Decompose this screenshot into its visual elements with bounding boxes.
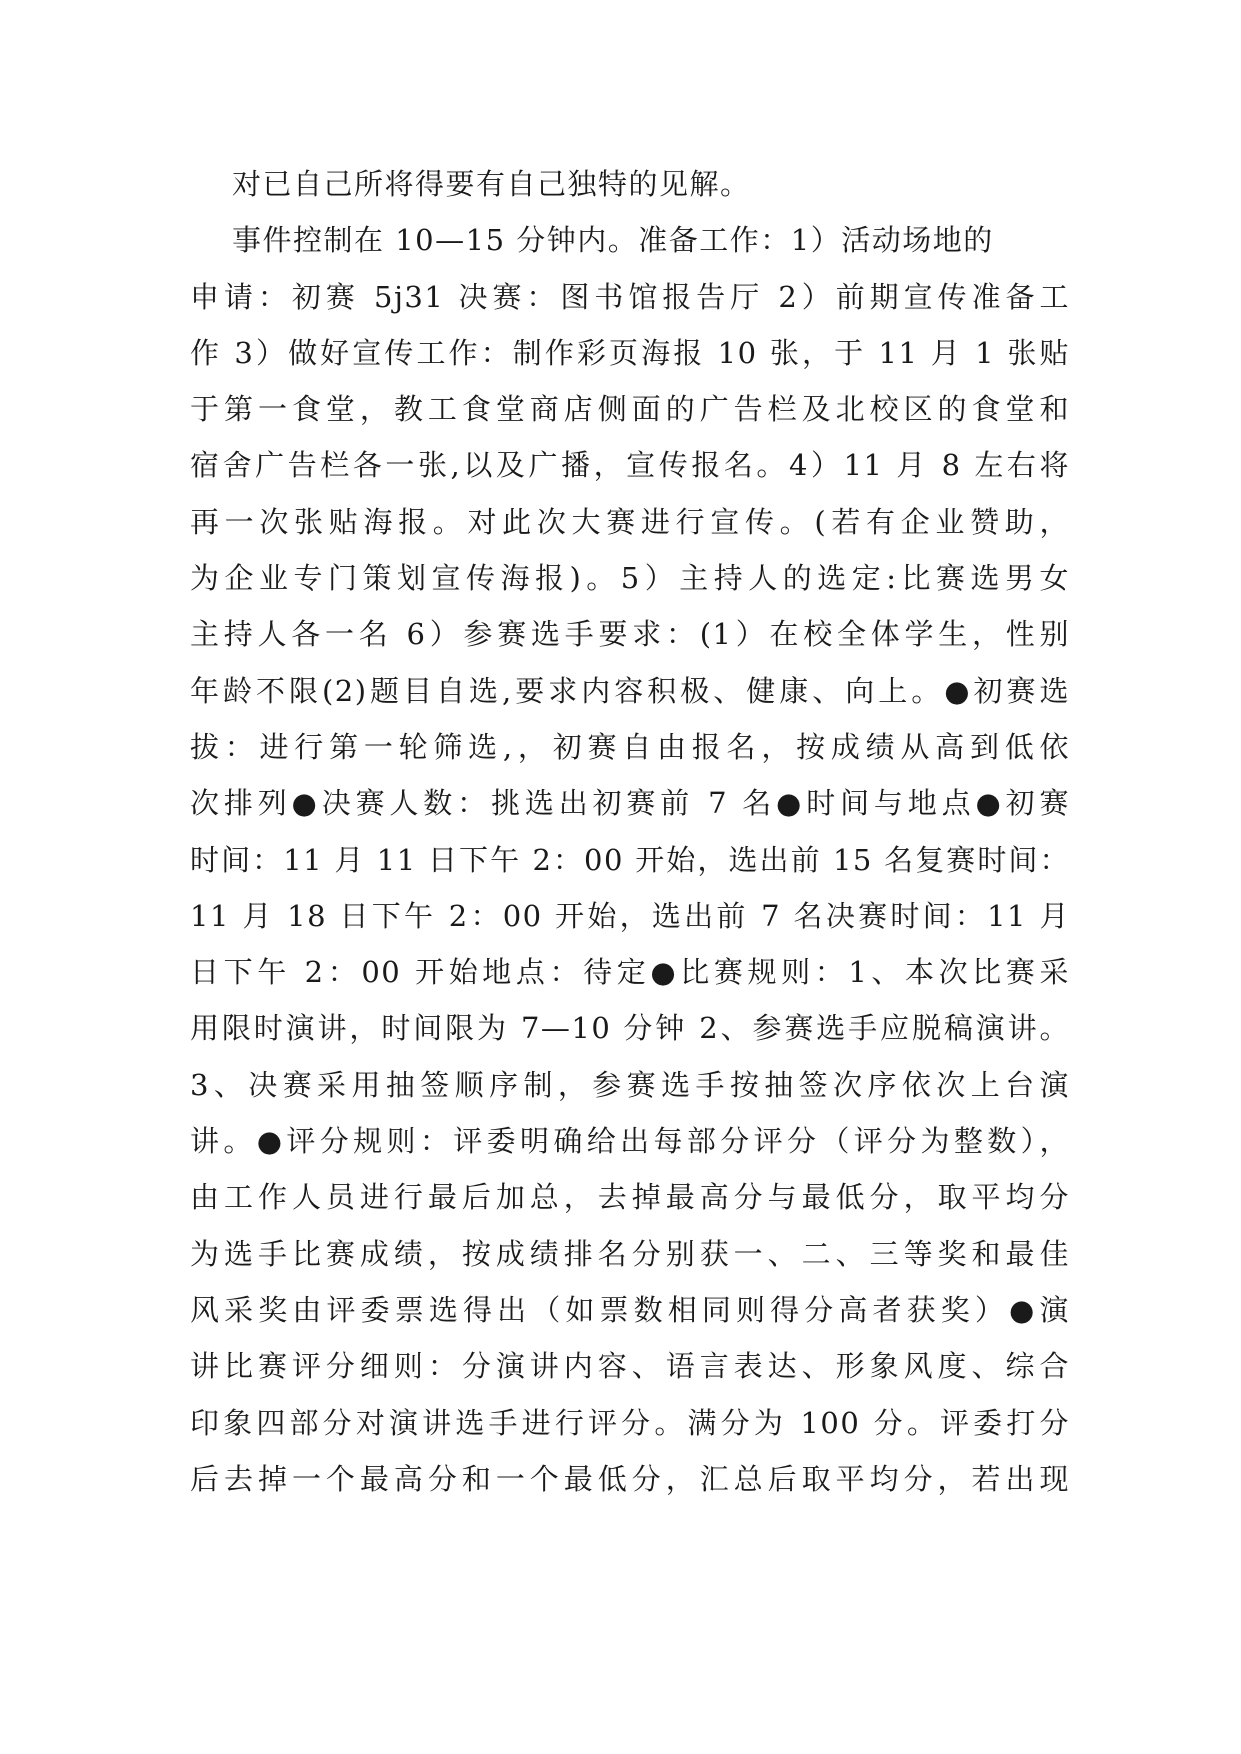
text-line-24: 后去掉一个最高分和一个最低分，汇总后取平均分，若出现	[190, 1461, 1070, 1496]
text-line-22: 讲比赛评分细则：分演讲内容、语言表达、形象风度、综合	[190, 1349, 1070, 1384]
text-line-7: 再一次张贴海报。对此次大赛进行宣传。(若有企业赞助，	[190, 504, 1070, 539]
text-line-16: 用限时演讲，时间限为 7—10 分钟 2、参赛选手应脱稿演讲。	[190, 1011, 1070, 1046]
text-line-11: 拔：进行第一轮筛选,，初赛自由报名，按成绩从高到低依	[190, 729, 1070, 764]
text-line-17: 3、决赛采用抽签顺序制，参赛选手按抽签次序依次上台演	[190, 1067, 1070, 1102]
text-line-5: 于第一食堂，教工食堂商店侧面的广告栏及北校区的食堂和	[190, 392, 1070, 427]
text-line-9: 主持人各一名 6）参赛选手要求：(1）在校全体学生，性别	[190, 617, 1070, 652]
text-line-1: 对已自己所将得要有自己独特的见解。	[232, 167, 751, 201]
body-text	[190, 156, 1070, 1507]
text-line-15: 日下午 2：00 开始地点：待定●比赛规则：1、本次比赛采	[190, 955, 1070, 990]
text-line-18: 讲。●评分规则：评委明确给出每部分评分（评分为整数），	[190, 1124, 1070, 1159]
text-line-8: 为企业专门策划宣传海报)。5）主持人的选定:比赛选男女	[190, 561, 1070, 596]
text-line-19: 由工作人员进行最后加总，去掉最高分与最低分，取平均分	[190, 1180, 1070, 1215]
text-line-2: 事件控制在 10—15 分钟内。准备工作：1）活动场地的	[232, 223, 994, 258]
text-line-4: 作 3）做好宣传工作：制作彩页海报 10 张，于 11 月 1 张贴	[190, 335, 1070, 370]
text-line-10: 年龄不限(2)题目自选,要求内容积极、健康、向上。●初赛选	[190, 673, 1070, 708]
text-line-21: 风采奖由评委票选得出（如票数相同则得分高者获奖）●演	[190, 1292, 1070, 1327]
text-line-3: 申请：初赛 5j31 决赛：图书馆报告厅 2）前期宣传准备工	[190, 279, 1070, 314]
text-line-20: 为选手比赛成绩，按成绩排名分别获一、二、三等奖和最佳	[190, 1236, 1070, 1271]
text-line-12: 次排列●决赛人数：挑选出初赛前 7 名●时间与地点●初赛	[190, 786, 1070, 821]
text-line-23: 印象四部分对演讲选手进行评分。满分为 100 分。评委打分	[190, 1405, 1070, 1440]
text-line-13: 时间：11 月 11 日下午 2：00 开始，选出前 15 名复赛时间：	[190, 842, 1070, 877]
text-line-6: 宿舍广告栏各一张,以及广播，宣传报名。4）11 月 8 左右将	[190, 448, 1070, 483]
text-line-14: 11 月 18 日下午 2：00 开始，选出前 7 名决赛时间：11 月	[190, 898, 1070, 933]
